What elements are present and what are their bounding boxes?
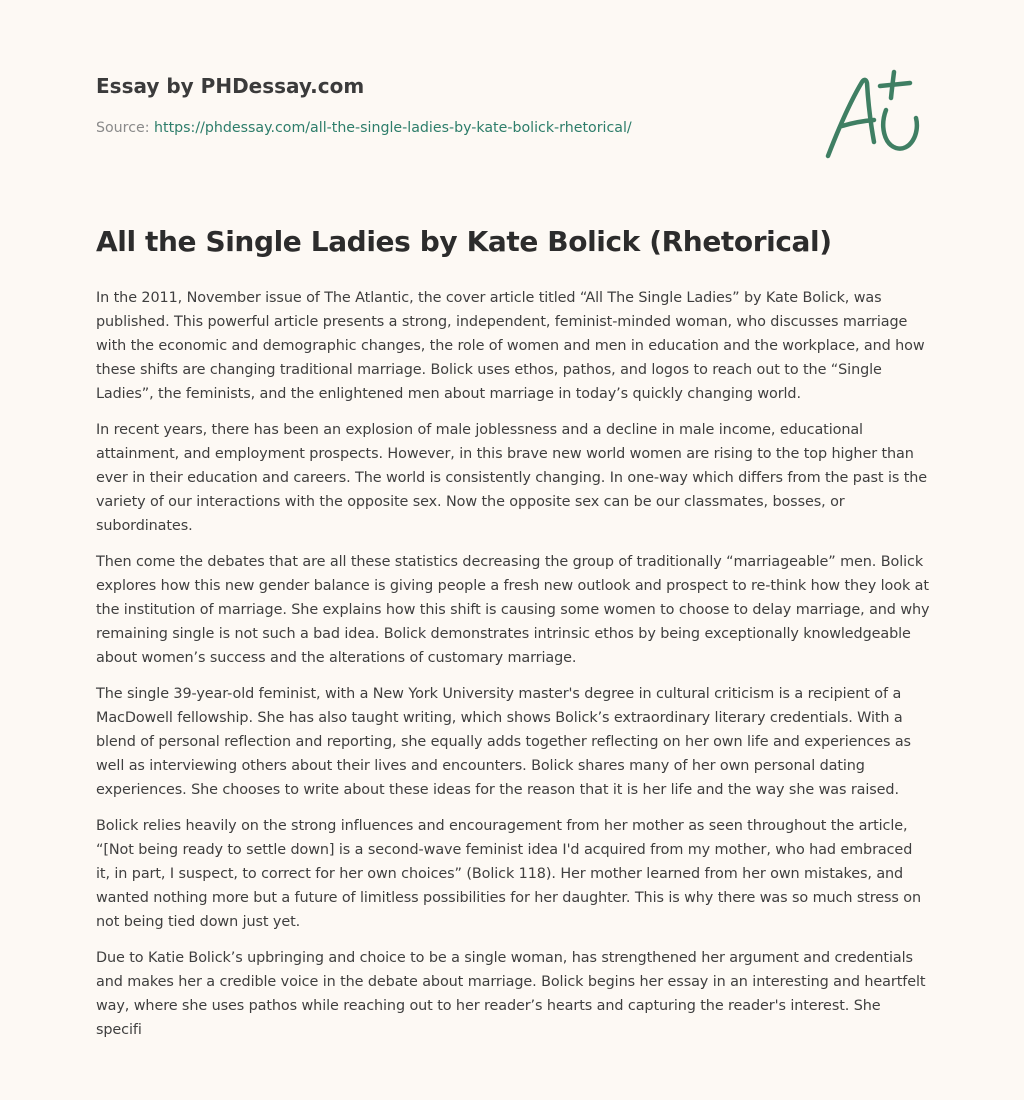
site-title: Essay by PHDessay.com <box>96 74 365 98</box>
a-plus-grade-logo-icon <box>822 68 930 164</box>
source-link[interactable]: https://phdessay.com/all-the-single-ladies-by-kate-bolick-rhetorical/ <box>154 120 632 136</box>
essay-paragraph: Then come the debates that are all these statistics decreasing the group of traditionally “marriageable” men. Bolick explores how this new gender balance is giving people a fresh new outlook and prospect to re-think how they look at the institution of marriage. She explains how this shift is causing some women to choose to delay marriage, and why remaining single is not such a bad idea. Bolick demonstrates intrinsic ethos by being exceptionally knowledgeable about women’s success and the alterations of customary marriage. <box>96 554 930 666</box>
essay-paragraph: In recent years, there has been an explosion of male joblessness and a decline in male income, educational attainment, and employment prospects. However, in this brave new world women are rising to the top higher than ever in their education and careers. The world is consistently changing. In one-way which differs from the past is the variety of our interactions with the opposite sex. Now the opposite sex can be our classmates, bosses, or subordinates. <box>96 422 928 534</box>
essay-title: All the Single Ladies by Kate Bolick (Rhetorical) <box>96 225 832 258</box>
essay-paragraph: Due to Katie Bolick’s upbringing and choice to be a single woman, has strengthened her argument and credentials and makes her a credible voice in the debate about marriage. Bolick begins her essay in an interesting and heartfelt way, where she uses pathos while reaching out to her reader’s hearts and capturing the reader's interest. She specifi <box>96 950 926 1038</box>
essay-body <box>96 286 930 1054</box>
source-label: Source: <box>96 120 150 136</box>
source-line <box>96 120 796 137</box>
essay-paragraph: The single 39-year-old feminist, with a New York University master's degree in cultural criticism is a recipient of a MacDowell fellowship. She has also taught writing, which shows Bolick’s extraordinary literary credentials. With a blend of personal reflection and reporting, she equally adds together reflecting on her own life and experiences as well as interviewing others about their lives and encounters. Bolick shares many of her own personal dating experiences. She chooses to write about these ideas for the reason that it is her life and the way she was raised. <box>96 686 911 798</box>
essay-paragraph: Bolick relies heavily on the strong influences and encouragement from her mother as seen throughout the article, “[Not being ready to settle down] is a second-wave feminist idea I'd acquired from my mother, who had embraced it, in part, I suspect, to correct for her own choices” (Bolick 118). Her mother learned from her own mistakes, and wanted nothing more but a future of limitless possibilities for her daughter. This is why there was so much stress on not being tied down just yet. <box>96 818 922 930</box>
essay-paragraph: In the 2011, November issue of The Atlantic, the cover article titled “All The Single Ladies” by Kate Bolick, was published. This powerful article presents a strong, independent, feminist-minded woman, who discusses marriage with the economic and demographic changes, the role of women and men in education and the workplace, and how these shifts are changing traditional marriage. Bolick uses ethos, pathos, and logos to reach out to the “Single Ladies”, the feminists, and the enlightened men about marriage in today’s quickly changing world. <box>96 290 925 402</box>
essay-header <box>96 74 796 137</box>
